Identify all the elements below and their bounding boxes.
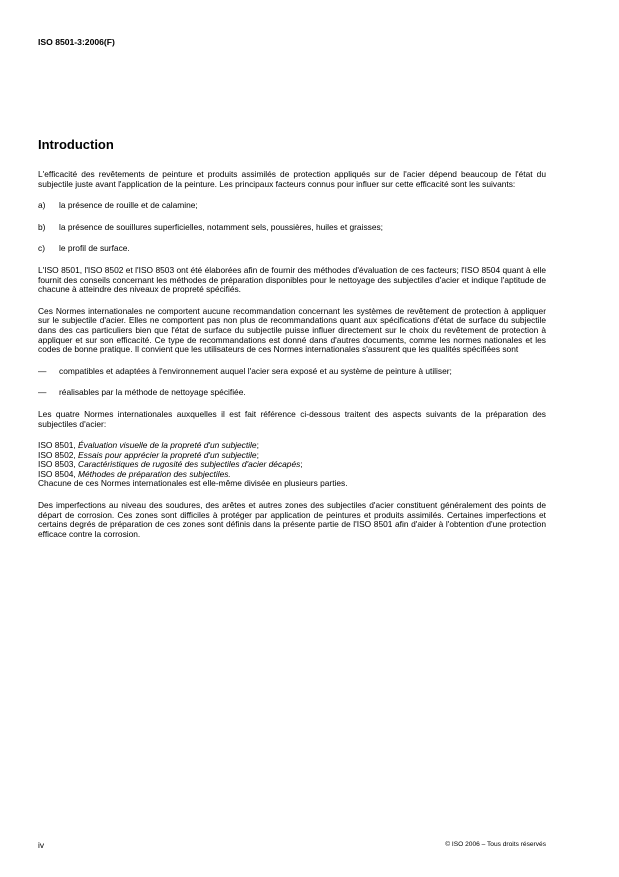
section-title: Introduction <box>38 137 114 152</box>
paragraph-recommendations: Ces Normes internationales ne comportent aucune recommandation concernant les systèmes de revêtement de protection à appliquer sur le subjectile d'acier. Elles ne comportent pas non plus de recommandations quant aux spécifications d'état de surface du subjectile dans des cas particuliers bien que l'état de surface du subjectile puisse influer directement sur le choix du revêtement de protection à appliquer et sur son efficacité. Ce type de recommandations est donné dans d'autres documents, comme les normes nationales et les codes de bonne pratique. Il convient que les utilisateurs de ces Normes internationales s'assurent que les qualités spécifiées sont <box>38 305 546 355</box>
list-marker: a) <box>38 200 46 211</box>
list-item <box>38 223 546 233</box>
list-item <box>38 367 546 377</box>
list-text: compatibles et adaptées à l'environnement auquel l'acier sera exposé et au système de peinture à utiliser; <box>59 365 452 376</box>
standard-reference: ISO 8504, Méthodes de préparation des subjectiles. <box>38 468 231 479</box>
list-text: le profil de surface. <box>59 243 130 254</box>
list-marker: c) <box>38 243 45 254</box>
page-number: iv <box>38 840 45 850</box>
standard-reference: ISO 8503, Caractéristiques de rugosité des subjectiles d'acier décapés; <box>38 459 303 470</box>
copyright-notice: © ISO 2006 – Tous droits réservés <box>445 841 546 848</box>
dash-marker: — <box>38 365 47 376</box>
dash-marker: — <box>38 387 47 398</box>
standard-reference: ISO 8501, Évaluation visuelle de la propreté d'un subjectile; <box>38 440 259 451</box>
list-item <box>38 388 546 398</box>
list-item <box>38 244 546 254</box>
section-body <box>38 170 546 539</box>
list-marker: b) <box>38 221 46 232</box>
paragraph-parts: Chacune de ces Normes internationales est elle-même divisée en plusieurs parties. <box>38 478 348 489</box>
list-text: réalisables par la méthode de nettoyage spécifiée. <box>59 387 246 398</box>
paragraph-standards-scope: L'ISO 8501, l'ISO 8502 et l'ISO 8503 ont été élaborées afin de fournir des méthodes d'évaluation de ces facteurs; l'ISO 8504 quant à elle fournit des conseils concernant les méthodes de préparation disponibles pour le nettoyage des subjectiles d'acier et indique l'aptitude de chacune à atteindre des niveaux de propreté spécifiés. <box>38 264 546 295</box>
paragraph-four-standards: Les quatre Normes internationales auxquelles il est fait référence ci-dessous traitent des aspects suivants de la préparation des subjectiles d'acier: <box>38 408 546 429</box>
standard-reference: ISO 8502, Essais pour apprécier la propreté d'un subjectile; <box>38 449 259 460</box>
paragraph-intro: L'efficacité des revêtements de peinture et produits assimilés de protection appliqués sur de l'acier dépend beaucoup de l'état du subjectile juste avant l'application de la peinture. Les principaux facteurs connus pour influer sur cette efficacité sont les suivants: <box>38 169 546 189</box>
paragraph-imperfections: Des imperfections au niveau des soudures, des arêtes et autres zones des subjectiles d'acier constituent généralement des points de départ de corrosion. Ces zones sont difficiles à protéger par application de peintures et produits assimilés. Certaines imperfections et certains degrés de préparation de ces zones sont définis dans la présente partie de l'ISO 8501 afin d'aider à l'obtention d'une protection efficace contre la corrosion. <box>38 500 546 539</box>
list-item <box>38 201 546 211</box>
list-text: la présence de souillures superficielles, notamment sels, poussières, huiles et graisses; <box>59 221 383 232</box>
list-text: la présence de rouille et de calamine; <box>59 200 198 211</box>
document-id: ISO 8501-3:2006(F) <box>38 37 115 47</box>
